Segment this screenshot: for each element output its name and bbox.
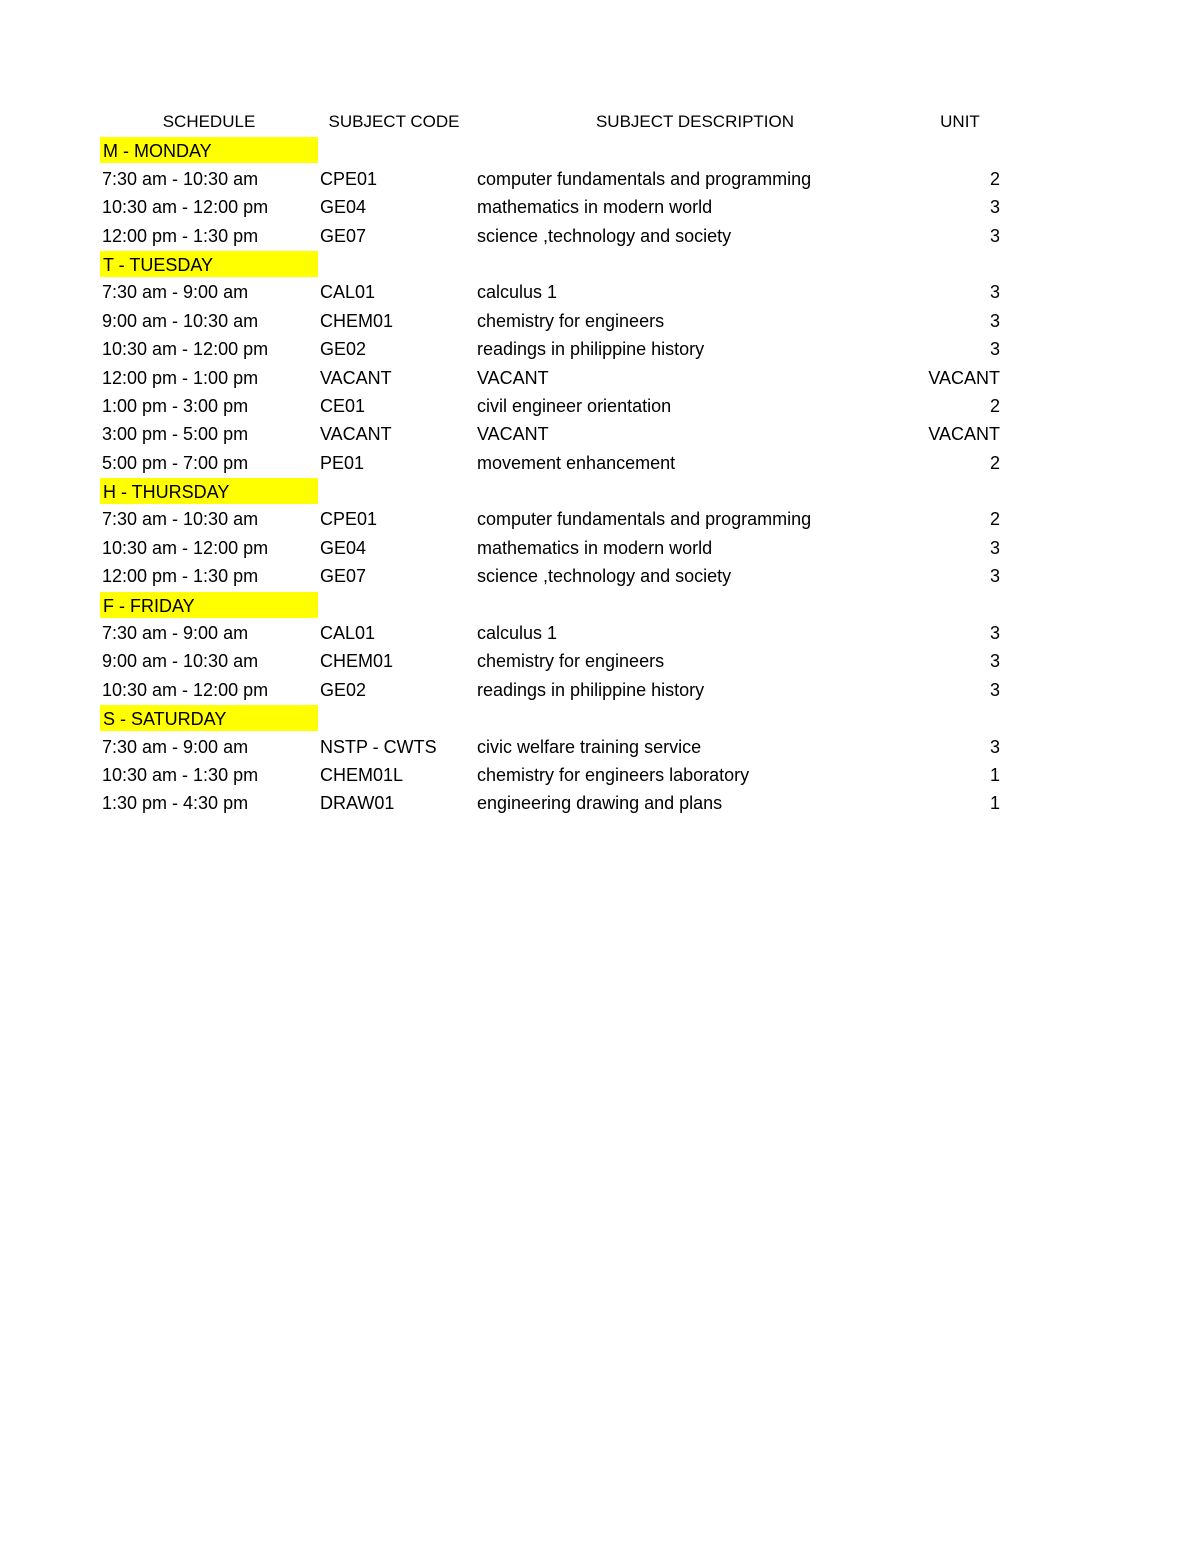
subject-description-cell: VACANT: [477, 424, 549, 445]
schedule-cell: 7:30 am - 10:30 am: [102, 168, 259, 189]
unit-cell: 1: [989, 764, 1000, 785]
unit-cell: 3: [989, 566, 1000, 587]
schedule-cell: 12:00 pm - 1:00 pm: [102, 367, 259, 388]
day-highlight: [100, 137, 318, 163]
unit-cell: 3: [989, 225, 1000, 246]
schedule-cell: 1:00 pm - 3:00 pm: [102, 395, 249, 416]
unit-cell: 2: [989, 452, 1000, 473]
subject-code-cell: CPE01: [320, 509, 378, 530]
header-subject-code: SUBJECT CODE: [328, 112, 460, 131]
schedule-cell: 7:30 am - 9:00 am: [102, 736, 249, 757]
table-row: [100, 193, 1010, 221]
schedule-cell: 7:30 am - 9:00 am: [102, 623, 249, 644]
subject-code-cell: CHEM01: [320, 651, 394, 672]
subject-code-cell: GE07: [320, 225, 367, 246]
table-row: [100, 562, 1010, 590]
subject-description-cell: VACANT: [477, 367, 549, 388]
subject-code-cell: GE04: [320, 537, 367, 558]
subject-code-cell: PE01: [320, 452, 365, 473]
schedule-cell: 12:00 pm - 1:30 pm: [102, 225, 259, 246]
subject-code-cell: GE04: [320, 197, 367, 218]
subject-code-cell: CHEM01L: [320, 764, 404, 785]
subject-description-cell: civil engineer orientation: [477, 395, 672, 416]
unit-cell: 3: [989, 197, 1000, 218]
subject-description-cell: mathematics in modern world: [477, 537, 713, 558]
unit-cell: VACANT: [928, 367, 1000, 388]
subject-code-cell: DRAW01: [320, 793, 395, 814]
subject-description-cell: calculus 1: [477, 282, 558, 303]
unit-cell: 3: [989, 623, 1000, 644]
table-row: [100, 647, 1010, 675]
subject-description-cell: chemistry for engineers laboratory: [477, 764, 750, 785]
unit-cell: 2: [989, 168, 1000, 189]
unit-cell: 1: [989, 793, 1000, 814]
schedule-cell: 1:30 pm - 4:30 pm: [102, 793, 249, 814]
table-row: [100, 307, 1010, 335]
subject-description-cell: mathematics in modern world: [477, 197, 713, 218]
header-subject-description: SUBJECT DESCRIPTION: [595, 112, 795, 131]
unit-cell: 3: [989, 651, 1000, 672]
header-row: [100, 108, 1010, 136]
header-schedule: SCHEDULE: [162, 112, 256, 131]
unit-cell: 3: [989, 282, 1000, 303]
table-row: [100, 761, 1010, 789]
subject-description-cell: science ,technology and society: [477, 225, 732, 246]
subject-code-cell: GE02: [320, 339, 367, 360]
subject-description-cell: readings in philippine history: [477, 679, 705, 700]
day-header-row: [100, 477, 1010, 505]
day-highlight: [100, 592, 318, 618]
subject-description-cell: science ,technology and society: [477, 566, 732, 587]
subject-code-cell: CHEM01: [320, 310, 394, 331]
table-row: [100, 420, 1010, 448]
day-label: M - MONDAY: [103, 141, 212, 162]
table-row: [100, 449, 1010, 477]
day-highlight: [100, 478, 318, 504]
table-row: [100, 278, 1010, 306]
subject-code-cell: CAL01: [320, 282, 376, 303]
table-row: [100, 534, 1010, 562]
subject-description-cell: computer fundamentals and programming: [477, 509, 812, 530]
day-label: H - THURSDAY: [103, 482, 230, 503]
subject-code-cell: CE01: [320, 395, 366, 416]
day-header-row: [100, 591, 1010, 619]
schedule-cell: 7:30 am - 10:30 am: [102, 509, 259, 530]
schedule-cell: 10:30 am - 12:00 pm: [102, 197, 269, 218]
schedule-cell: 10:30 am - 12:00 pm: [102, 339, 269, 360]
schedule-cell: 12:00 pm - 1:30 pm: [102, 566, 259, 587]
day-highlight: [100, 251, 318, 277]
table-row: [100, 392, 1010, 420]
schedule-cell: 10:30 am - 12:00 pm: [102, 679, 269, 700]
table-row: [100, 676, 1010, 704]
unit-cell: 3: [989, 310, 1000, 331]
subject-description-cell: computer fundamentals and programming: [477, 168, 812, 189]
schedule-cell: 10:30 am - 1:30 pm: [102, 764, 259, 785]
day-highlight: [100, 705, 318, 731]
unit-cell: 3: [989, 736, 1000, 757]
schedule-cell: 9:00 am - 10:30 am: [102, 310, 259, 331]
table-row: [100, 505, 1010, 533]
subject-code-cell: CPE01: [320, 168, 378, 189]
unit-cell: VACANT: [928, 424, 1000, 445]
day-label: F - FRIDAY: [103, 595, 195, 616]
schedule-cell: 10:30 am - 12:00 pm: [102, 537, 269, 558]
subject-code-cell: VACANT: [320, 367, 392, 388]
subject-description-cell: readings in philippine history: [477, 339, 705, 360]
day-header-row: [100, 250, 1010, 278]
unit-cell: 2: [989, 395, 1000, 416]
schedule-cell: 3:00 pm - 5:00 pm: [102, 424, 249, 445]
schedule-cell: 5:00 pm - 7:00 pm: [102, 452, 249, 473]
table-row: [100, 222, 1010, 250]
subject-description-cell: movement enhancement: [477, 452, 676, 473]
table-row: [100, 789, 1010, 817]
unit-cell: 3: [989, 679, 1000, 700]
subject-description-cell: calculus 1: [477, 623, 558, 644]
day-header-row: [100, 704, 1010, 732]
table-row: [100, 364, 1010, 392]
unit-cell: 3: [989, 537, 1000, 558]
subject-code-cell: GE02: [320, 679, 367, 700]
subject-description-cell: chemistry for engineers: [477, 310, 665, 331]
schedule-sheet: [100, 108, 1010, 818]
table-row: [100, 335, 1010, 363]
schedule-body: [100, 136, 1010, 817]
schedule-cell: 7:30 am - 9:00 am: [102, 282, 249, 303]
subject-description-cell: chemistry for engineers: [477, 651, 665, 672]
day-label: S - SATURDAY: [103, 709, 227, 730]
table-row: [100, 733, 1010, 761]
subject-description-cell: civic welfare training service: [477, 736, 702, 757]
subject-code-cell: CAL01: [320, 623, 376, 644]
day-label: T - TUESDAY: [103, 254, 214, 275]
unit-cell: 2: [989, 509, 1000, 530]
subject-code-cell: GE07: [320, 566, 367, 587]
table-row: [100, 165, 1010, 193]
day-header-row: [100, 136, 1010, 164]
subject-code-cell: NSTP - CWTS: [320, 736, 437, 757]
table-row: [100, 619, 1010, 647]
subject-code-cell: VACANT: [320, 424, 392, 445]
subject-description-cell: engineering drawing and plans: [477, 793, 723, 814]
unit-cell: 3: [989, 339, 1000, 360]
schedule-cell: 9:00 am - 10:30 am: [102, 651, 259, 672]
header-unit: UNIT: [940, 112, 980, 131]
